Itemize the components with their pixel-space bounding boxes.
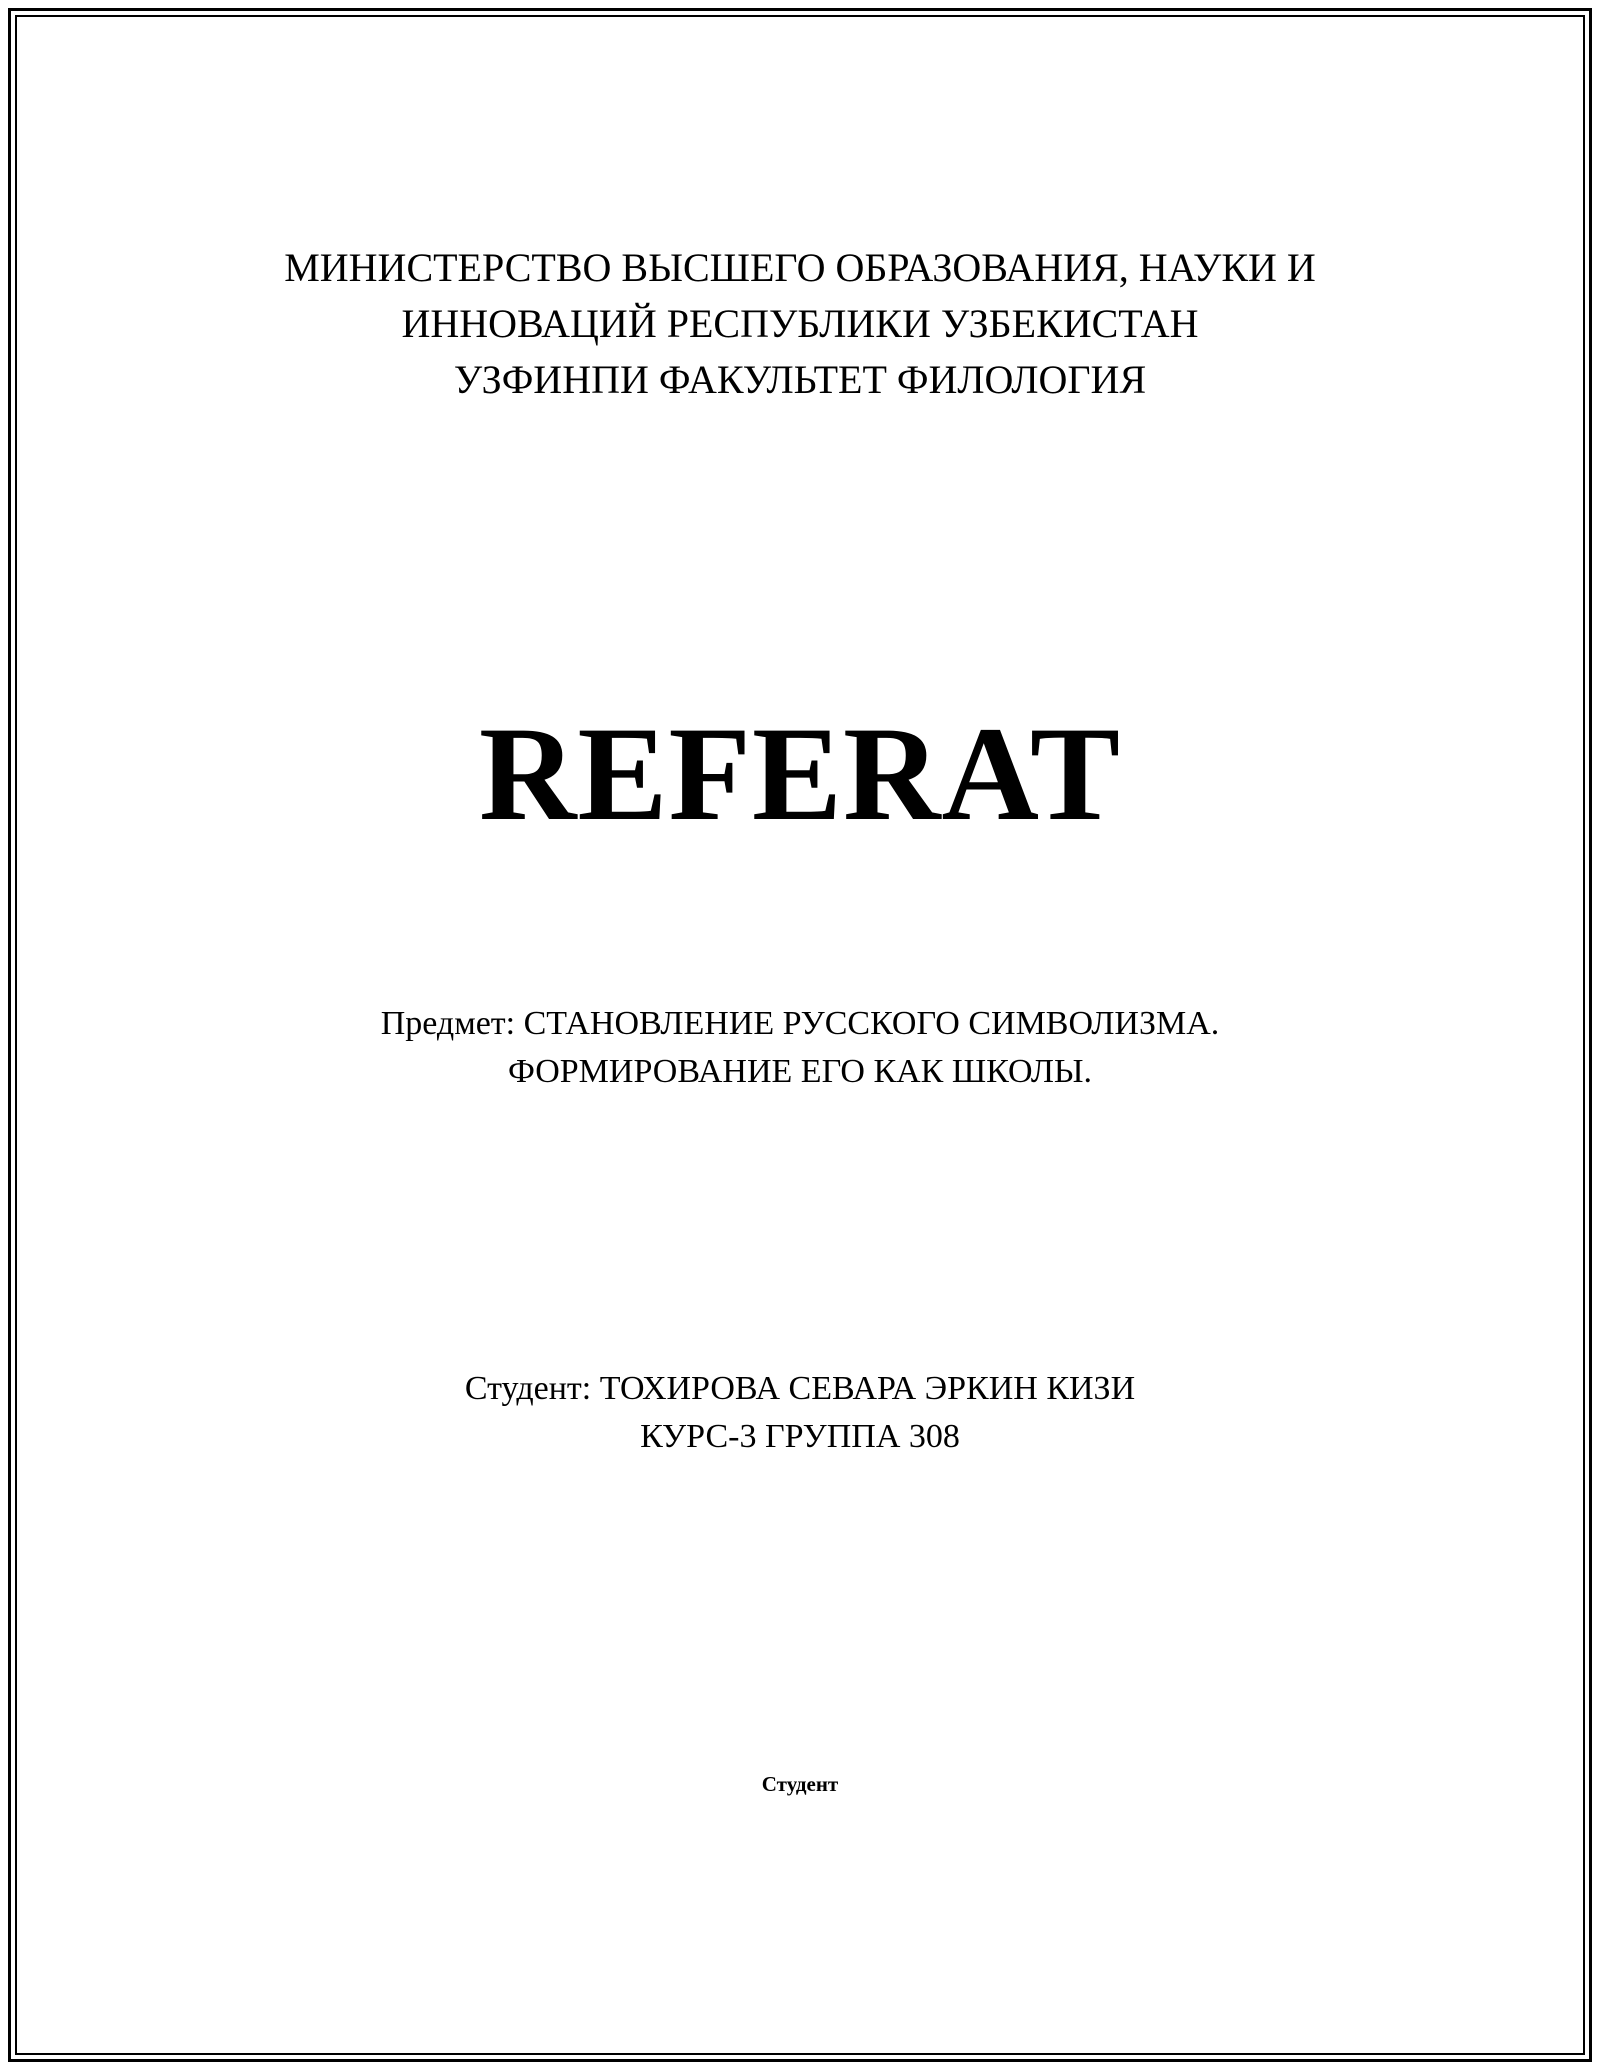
student-block [0, 1365, 1600, 1461]
ministry-header [0, 240, 1600, 408]
ministry-line-1: МИНИСТЕРСТВО ВЫСШЕГО ОБРАЗОВАНИЯ, НАУКИ И [284, 245, 1316, 290]
subject-block [0, 1000, 1600, 1096]
ministry-line-3: УЗФИНПИ ФАКУЛЬТЕТ ФИЛОЛОГИЯ [453, 357, 1147, 402]
subject-line-2: ФОРМИРОВАНИЕ ЕГО КАК ШКОЛЫ. [507, 1053, 1093, 1090]
student-line-2: КУРС-3 ГРУППА 308 [640, 1418, 960, 1455]
student-line-1: Студент: ТОХИРОВА СЕВАРА ЭРКИН КИЗИ [464, 1370, 1136, 1407]
ministry-line-2: ИННОВАЦИЙ РЕСПУБЛИКИ УЗБЕКИСТАН [401, 301, 1199, 346]
subject-line-1: Предмет: СТАНОВЛЕНИЕ РУССКОГО СИМВОЛИЗМА. [380, 1005, 1220, 1042]
footer-student-label: Студент [761, 1772, 839, 1796]
document-title: REFERAT [478, 700, 1122, 849]
